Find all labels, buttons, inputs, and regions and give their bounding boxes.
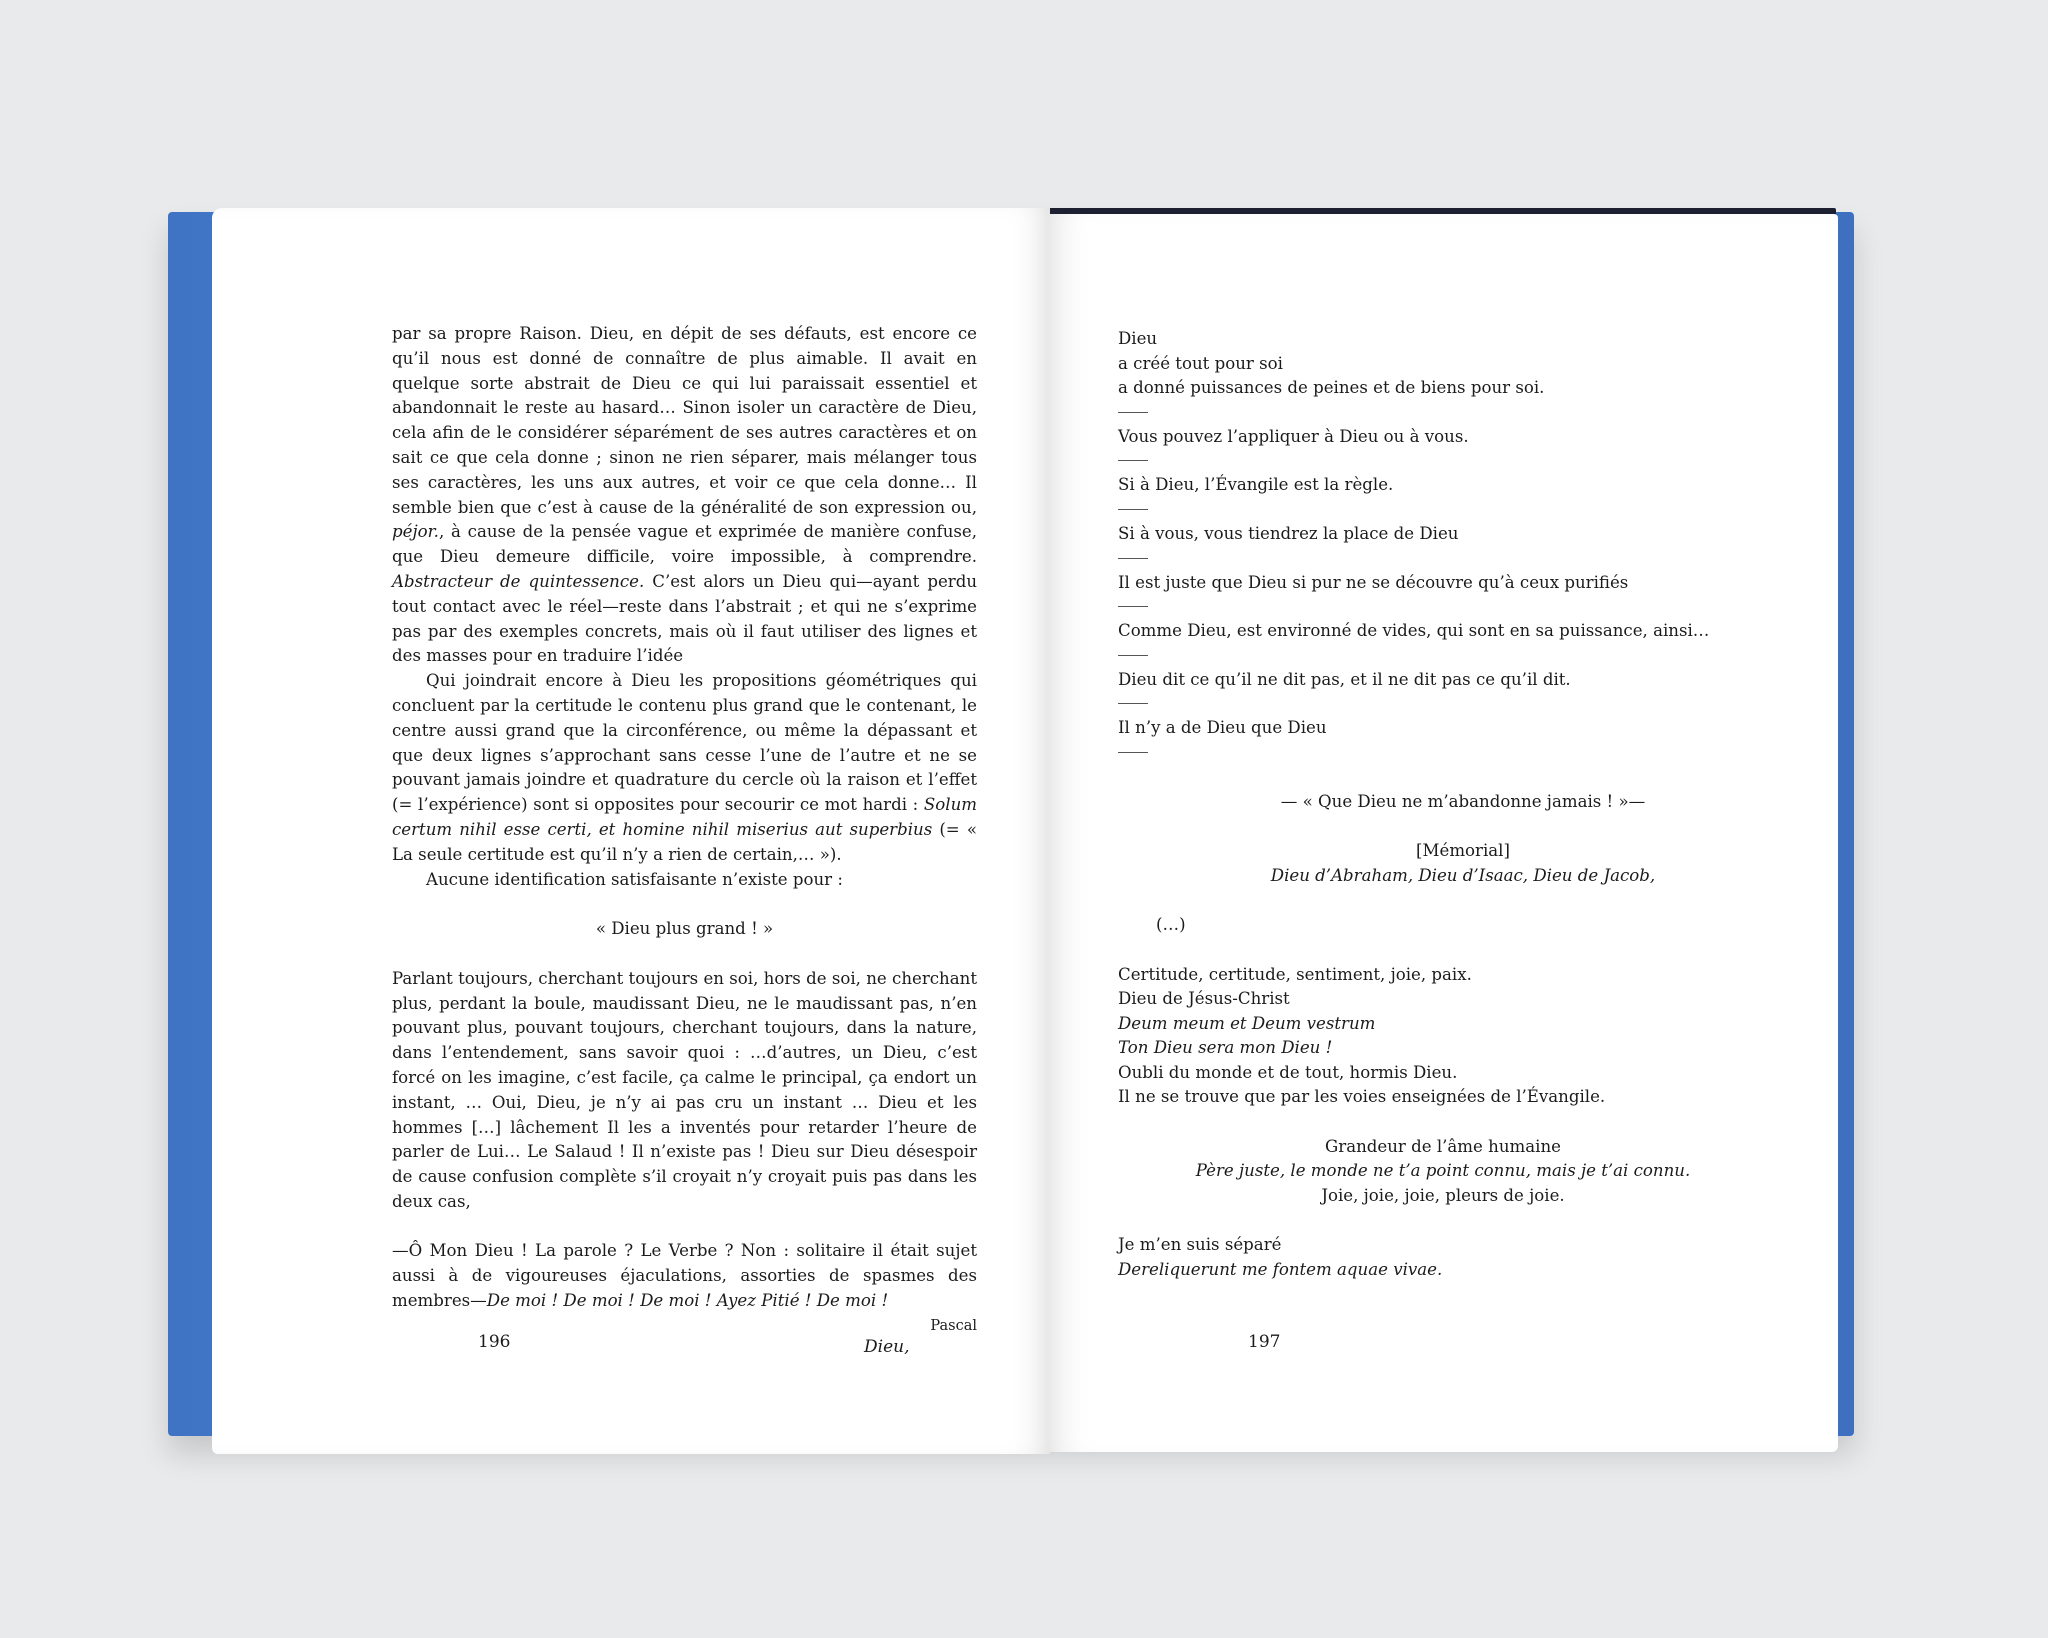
signature: Pascal xyxy=(930,1317,977,1334)
saying: Vous pouvez l’appliquer à Dieu ou à vous. xyxy=(1118,426,1469,446)
text-line: Dereliquerunt me fontem aquae vivae. xyxy=(1118,1260,1443,1280)
paragraph-2 xyxy=(392,669,977,867)
separator-dash xyxy=(1118,703,1148,704)
paragraph-1 xyxy=(392,322,977,669)
running-title: Dieu, xyxy=(864,1337,910,1357)
prayer: — « Que Dieu ne m’abandonne jamais ! »— xyxy=(1280,791,1646,811)
text-run: Abstracteur de quintessence. xyxy=(392,571,645,591)
text-line: Deum meum et Deum vestrum xyxy=(1118,1013,1376,1033)
opening-lines xyxy=(1118,327,1728,401)
text-run: —Ô Mon Dieu ! La parole ? Le Verbe ? Non : solitaire il était sujet aussi à de vigoureuses éjaculations, assorties de spasmes des membres— xyxy=(392,1241,977,1311)
paragraph-3: Aucune identification satisfaisante n’existe pour : xyxy=(426,869,843,889)
text-line: Il ne se trouve que par les voies enseignées de l’Évangile. xyxy=(1118,1087,1606,1107)
page-number-left: 196 xyxy=(478,1332,511,1352)
left-page xyxy=(212,208,1050,1454)
grandeur-lines xyxy=(1158,1135,1728,1209)
text-run: De moi ! De moi ! De moi ! Ayez Pitié ! De moi ! xyxy=(486,1291,889,1311)
text-line: Grandeur de l’âme humaine xyxy=(1325,1136,1561,1156)
left-page-text xyxy=(392,322,977,1339)
saying: Comme Dieu, est environné de vides, qui sont en sa puissance, ainsi… xyxy=(1118,621,1710,641)
separator-dash xyxy=(1118,752,1148,753)
paragraph-4: Parlant toujours, cherchant toujours en soi, hors de soi, ne cherchant plus, perdant la boule, maudissant Dieu, ne le maudissant pas, n’en pouvant plus, pouvant toujours, cherchant toujours, dans la nature, dans l’entendement, sans savoir quoi : …d’autres, un Dieu, c’est forcé on les imagine, c’est facile, ça calme le principal, ça endort un instant, … Oui, Dieu, je n’y ai pas cru un instant … Dieu et les hommes […] lâchement Il les a inventés pour retarder l’heure de parler de Lui… Le Salaud ! Il n’existe pas ! Dieu sur Dieu désespoir de cause confusion complète s’il croyait n’y croyait puis pas dans les deux cas, xyxy=(392,968,977,1211)
text-run: Solum certum nihil esse certi, et homine nihil miserius aut superbius xyxy=(392,795,977,839)
closing-lines xyxy=(1118,1233,1728,1282)
sayings xyxy=(1118,412,1728,753)
saying: Si à vous, vous tiendrez la place de Dieu xyxy=(1118,523,1459,543)
separator-dash xyxy=(1118,460,1148,461)
quote: « Dieu plus grand ! » xyxy=(595,919,774,939)
text-line: a donné puissances de peines et de biens pour soi. xyxy=(1118,378,1545,398)
separator-dash xyxy=(1118,606,1148,607)
saying: Il n’y a de Dieu que Dieu xyxy=(1118,718,1327,738)
saying: Si à Dieu, l’Évangile est la règle. xyxy=(1118,475,1394,495)
text-line: Ton Dieu sera mon Dieu ! xyxy=(1118,1038,1333,1058)
memorial-lines xyxy=(1118,963,1728,1111)
right-page-text xyxy=(1118,327,1728,1283)
text-run: , à cause de la pensée vague et exprimée de manière confuse, que Dieu demeure difficile, voire impossible, à comprendre. xyxy=(392,522,977,567)
text-run: (= « La seule certitude est qu’il n’y a rien de certain,… »). xyxy=(392,819,977,864)
text-run: par sa propre Raison. Dieu, en dépit de ses défauts, est encore ce qu’il nous est donné de connaître de plus aimable. Il avait en quelque sorte abstrait de Dieu ce qui lui paraissait essentiel et abandonnait le reste au hasard… Sinon isoler un caractère de Dieu, cela afin de le considérer séparément de ses autres caractères et on sait ce que cela donne ; sinon ne rien séparer, mais mélanger tous ses caractères, les uns aux autres, et voir ce que cela donne… Il semble bien que c’est à cause de la généralité de son expression ou, xyxy=(392,324,977,517)
text-line: Oubli du monde et de tout, hormis Dieu. xyxy=(1118,1062,1458,1082)
text-line: Je m’en suis séparé xyxy=(1118,1235,1282,1255)
ellipsis: (…) xyxy=(1156,915,1186,935)
separator-dash xyxy=(1118,558,1148,559)
right-page xyxy=(1048,214,1838,1452)
memorial-subtitle: Dieu d’Abraham, Dieu d’Isaac, Dieu de Jacob, xyxy=(1270,865,1656,885)
text-run: C’est alors un Dieu qui—ayant perdu tout contact avec le réel—reste dans l’abstrait ; et qui ne s’exprime pas par des exemples concrets, mais où il faut utiliser des lignes et des masses pour en traduire l’idée xyxy=(392,571,978,666)
memorial-title: [Mémorial] xyxy=(1416,841,1510,861)
separator-dash xyxy=(1118,655,1148,656)
text-run: péjor. xyxy=(392,522,439,542)
text-line: Joie, joie, joie, pleurs de joie. xyxy=(1321,1186,1565,1206)
text-line: Certitude, certitude, sentiment, joie, paix. xyxy=(1118,964,1472,984)
text-line: Père juste, le monde ne t’a point connu, mais je t’ai connu. xyxy=(1195,1161,1691,1181)
separator-dash xyxy=(1118,412,1148,413)
saying: Il est juste que Dieu si pur ne se découvre qu’à ceux purifiés xyxy=(1118,572,1629,592)
paragraph-5 xyxy=(392,1239,977,1313)
page-number-right: 197 xyxy=(1248,1332,1281,1352)
separator-dash xyxy=(1118,509,1148,510)
text-line: Dieu de Jésus-Christ xyxy=(1118,989,1290,1009)
saying: Dieu dit ce qu’il ne dit pas, et il ne dit pas ce qu’il dit. xyxy=(1118,669,1571,689)
text-run: Qui joindrait encore à Dieu les propositions géométriques qui concluent par la certitude le contenu plus grand que le contenant, le centre aussi grand que la circonférence, ou même la dépassant et que deux lignes s’approchant sans cesse l’une de l’autre et ne se pouvant jamais joindre et quadrature du cercle où la raison et l’effet (= l’expérience) sont si opposites pour secourir ce mot hardi : xyxy=(392,671,977,815)
text-line: Dieu xyxy=(1118,329,1158,348)
text-line: a créé tout pour soi xyxy=(1118,353,1283,373)
